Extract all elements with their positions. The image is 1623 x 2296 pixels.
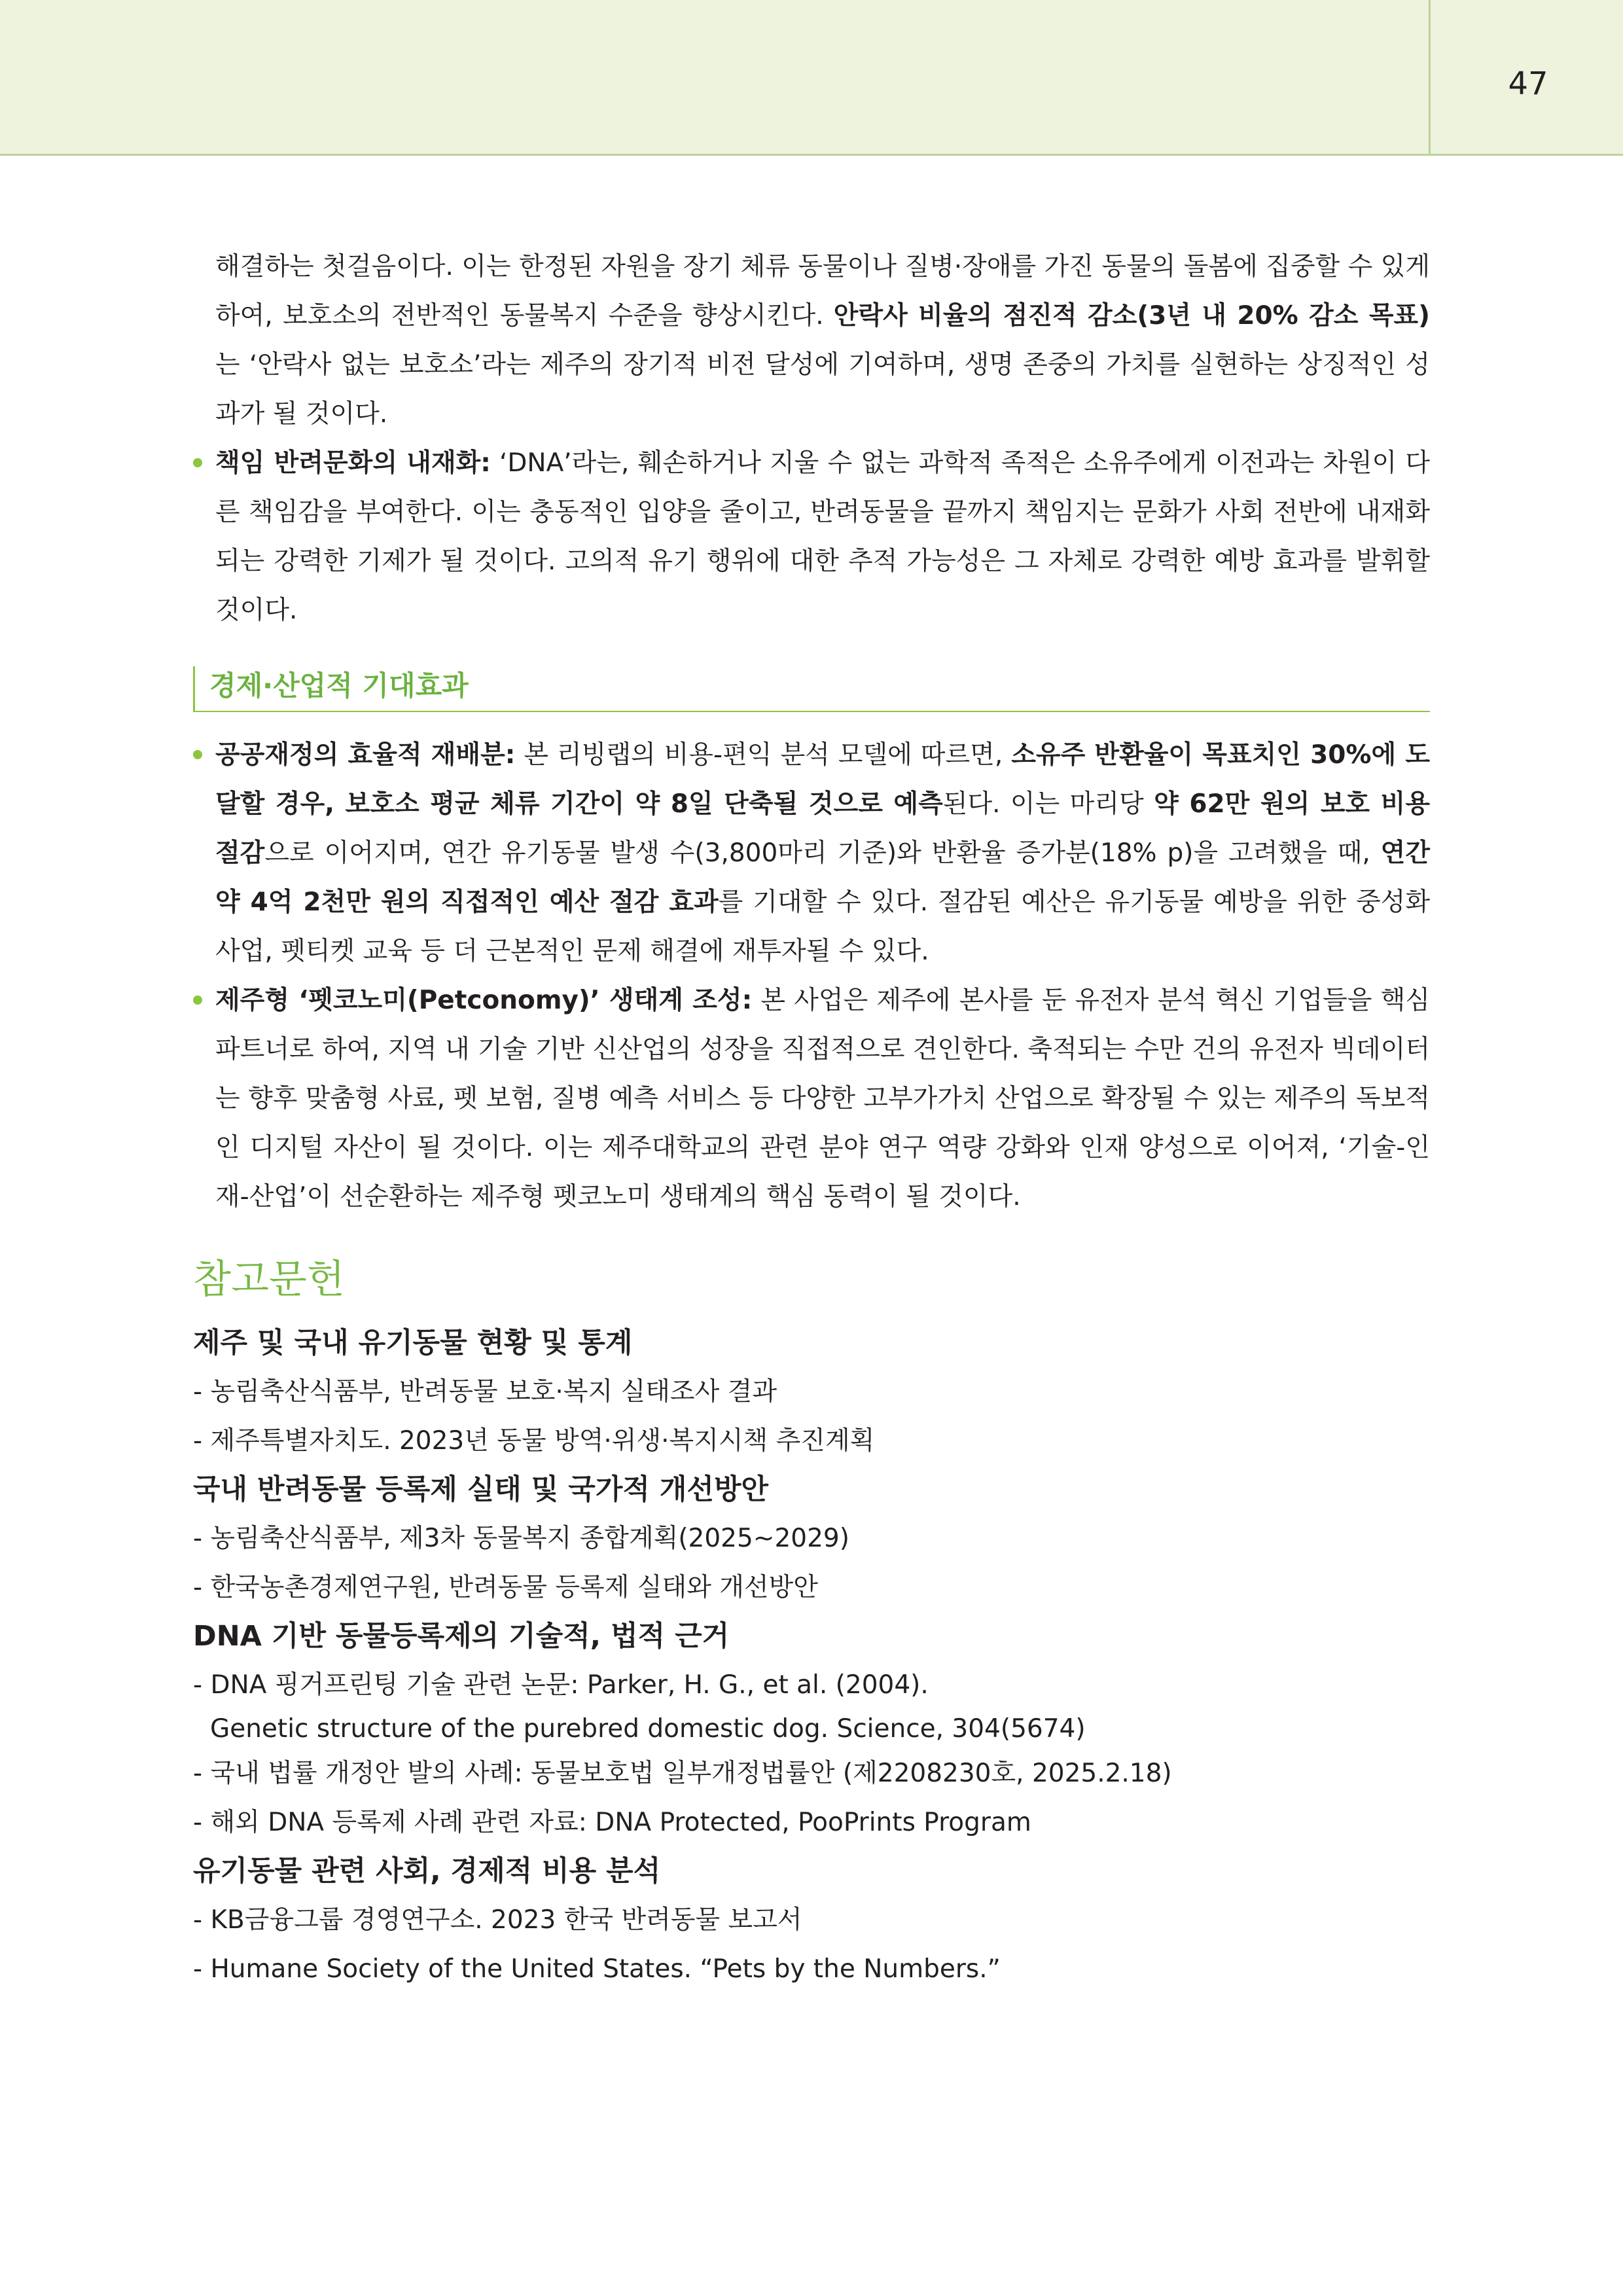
text-run: 본 리빙랩의 비용-편익 분석 모델에 따르면,	[515, 740, 1012, 770]
references-title: 참고문헌	[193, 1257, 345, 1302]
reference-item: - KB금융그룹 경영연구소. 2023 한국 반려동물 보고서	[193, 1905, 802, 1935]
header-divider	[1429, 0, 1431, 154]
header-band	[0, 0, 1623, 156]
reference-item-continuation: Genetic structure of the purebred domestic dog. Science, 304(5674)	[210, 1714, 1086, 1744]
bullet-public-finance	[193, 730, 1430, 976]
bullet-label: 제주형 ‘펫코노미(Petconomy)’ 생태계 조성:	[215, 986, 753, 1015]
text-run: 된다. 이는 마리당	[942, 789, 1154, 819]
text-run: 를 기대할 수 있다. 절감된 예산은 유기동물 예방을 위한 중성화 사업, 펫티켓 교육 등 더 근본적인 문제 해결에 재투자될 수 있다.	[215, 888, 1430, 966]
reference-item: - 국내 법률 개정안 발의 사례: 동물보호법 일부개정법률안 (제2208230호, 2025.2.18)	[193, 1759, 1172, 1788]
reference-item	[193, 1660, 1430, 1749]
reference-item: - 해외 DNA 등록제 사례 관련 자료: DNA Protected, PooPrints Program	[193, 1808, 1031, 1837]
bullet-dot-icon	[193, 750, 202, 759]
reference-item: - 한국농촌경제연구원, 반려동물 등록제 실태와 개선방안	[193, 1573, 818, 1602]
reference-group-title: 유기동물 관련 사회, 경제적 비용 분석	[193, 1855, 661, 1888]
reference-group-title: DNA 기반 동물등록제의 기술적, 법적 근거	[193, 1620, 730, 1653]
reference-item: - 제주특별자치도. 2023년 동물 방역·위생·복지시책 추진계획	[193, 1426, 875, 1456]
text-run-bold: 약 62만 원의 보호 비용 절감	[215, 789, 1431, 868]
reference-group-title: 국내 반려동물 등록제 실태 및 국가적 개선방안	[193, 1473, 769, 1506]
text-run: 는 ‘안락사 없는 보호소’라는 제주의 장기적 비전 달성에 기여하며, 생명 존중의 가치를 실현하는 상징적인 성과가 될 것이다.	[215, 350, 1430, 429]
bullet-text	[215, 439, 1430, 635]
bullet-label: 책임 반려문화의 내재화:	[215, 448, 491, 478]
text-run-bold: 연간 약 4억 2천만 원의 직접적인 예산 절감 효과	[215, 838, 1430, 917]
bullet-label: 공공재정의 효율적 재배분:	[215, 740, 516, 770]
section-heading: 경제·산업적 기대효과	[193, 666, 1430, 712]
reference-item: - 농림축산식품부, 제3차 동물복지 종합계획(2025~2029)	[193, 1524, 849, 1553]
bullet-dot-icon	[193, 996, 202, 1005]
text-run: ‘DNA’라는, 훼손하거나 지울 수 없는 과학적 족적은 소유주에게 이전과는 차원이 다른 책임감을 부여한다. 이는 충동적인 입양을 줄이고, 반려동물을 끝까지 책임지는 문화가 사회 전반에 내재화되는 강력한 기제가 될 것이다. 고의적 유기 행위에 대한 추적 가능성은 그 자체로 강력한 예방 효과를 발휘할 것이다.	[215, 448, 1430, 625]
text-run: 해결하는 첫걸음이다. 이는 한정된 자원을 장기 체류 동물이나 질병·장애를 가진 동물의 돌봄에 집중할 수 있게 하여, 보호소의 전반적인 동물복지 수준을 향상시킨다.	[215, 252, 1431, 331]
reference-item-text: - DNA 핑거프린팅 기술 관련 논문: Parker, H. G., et al. (2004).	[193, 1670, 929, 1700]
text-run: 으로 이어지며, 연간 유기동물 발생 수(3,800마리 기준)와 반환율 증가분(18% p)을 고려했을 때,	[264, 838, 1381, 868]
continuation-paragraph	[193, 242, 1430, 439]
bullet-petconomy	[193, 976, 1430, 1221]
text-run-bold: 안락사 비율의 점진적 감소(3년 내 20% 감소 목표)	[833, 301, 1430, 331]
references-section	[193, 1253, 1430, 1994]
main-content	[193, 242, 1430, 1221]
reference-group-title: 제주 및 국내 유기동물 현황 및 통계	[193, 1327, 633, 1359]
bullet-responsible-culture	[193, 439, 1430, 635]
bullet-dot-icon	[193, 458, 202, 467]
text-run-bold: 소유주 반환율이 목표치인 30%에 도달할 경우, 보호소 평균 체류 기간이 약 8일 단축될 것으로 예측	[215, 740, 1431, 819]
text-run: 본 사업은 제주에 본사를 둔 유전자 분석 혁신 기업들을 핵심 파트너로 하여, 지역 내 기술 기반 신산업의 성장을 직접적으로 견인한다. 축적되는 수만 건의 유전자 빅데이터는 향후 맞춤형 사료, 펫 보험, 질병 예측 서비스 등 다양한 고부가가치 산업으로 확장될 수 있는 제주의 독보적인 디지털 자산이 될 것이다. 이는 제주대학교의 관련 분야 연구 역량 강화와 인재 양성으로 이어져, ‘기술-인재-산업’이 선순환하는 제주형 펫코노미 생태계의 핵심 동력이 될 것이다.	[215, 986, 1431, 1211]
bullet-text	[215, 976, 1430, 1221]
reference-item: - 농림축산식품부, 반려동물 보호·복지 실태조사 결과	[193, 1377, 777, 1407]
bullet-text	[215, 730, 1430, 976]
reference-item: - Humane Society of the United States. “Pets by the Numbers.”	[193, 1954, 1001, 1984]
page-number: 47	[1508, 65, 1548, 102]
